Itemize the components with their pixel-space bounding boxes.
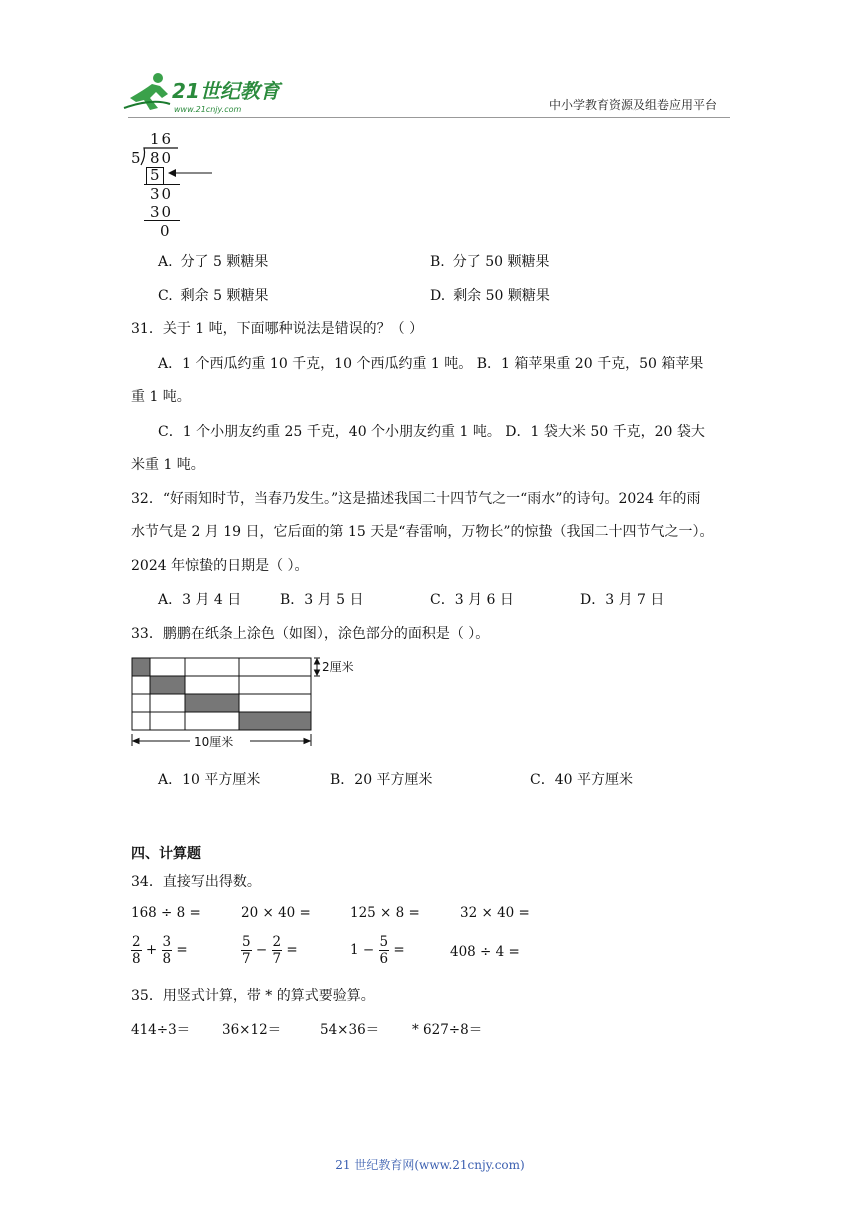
fraction-expression-2: $\frac{5}{7}$ − $\frac{2}{7}$ = (242, 934, 298, 967)
runner-icon (124, 73, 170, 110)
remainder: 0 (160, 222, 172, 240)
calc-item: 168 ÷ 8 = (131, 905, 201, 921)
boxed-digit: 5 (150, 166, 162, 184)
q30-option-d[interactable]: D. 剩余 50 颗糖果 (430, 288, 550, 304)
q32-line-2: 水节气是 2 月 19 日，它后面的第 15 天是“春雷响，万物长”的惊蛰（我国二十四节气之一）。 (131, 524, 714, 540)
q31-line-4: 米重 1 吨。 (131, 457, 205, 473)
header-divider (128, 117, 730, 118)
logo-url: www.21cnjy.com (174, 105, 242, 114)
divisor: 5 (131, 149, 143, 167)
q34-stem: 34．直接写出得数。 (131, 874, 261, 890)
dividend: 80 (150, 149, 174, 167)
shaded-cell-4 (239, 712, 311, 730)
fraction-expression-3: 1 − $\frac{5}{6}$ = (350, 934, 405, 967)
calc-item: 125 × 8 = (350, 905, 420, 921)
vertical-calc-item: 54×36＝ (320, 1022, 380, 1038)
height-dimension-icon (314, 658, 320, 676)
section-title: 四、计算题 (131, 846, 201, 862)
logo (122, 68, 292, 118)
footer-link[interactable]: 21 世纪教育网(www.21cnjy.com) (335, 1158, 525, 1172)
q31-stem: 31．关于 1 吨，下面哪种说法是错误的？（ ） (131, 321, 424, 337)
q30-option-b[interactable]: B. 分了 50 颗糖果 (430, 254, 550, 270)
step-1: 30 (150, 185, 174, 203)
q32-option-c[interactable]: C．3 月 6 日 (430, 592, 514, 608)
q32-option-b[interactable]: B．3 月 5 日 (280, 592, 364, 608)
q33-stem: 33．鹏鹏在纸条上涂色（如图），涂色部分的面积是（ ）。 (131, 626, 490, 642)
vertical-calc-item: * 627÷8＝ (412, 1022, 483, 1038)
left-arrow-icon (168, 168, 214, 178)
q31-line-1: A．1 个西瓜约重 10 千克，10 个西瓜约重 1 吨。 B．1 箱苹果重 20 千克，50 箱苹果 (158, 356, 704, 372)
q32-line-3: 2024 年惊蛰的日期是（ ）。 (131, 558, 309, 574)
width-label: 10厘米 (194, 735, 234, 749)
q33-option-c[interactable]: C．40 平方厘米 (530, 772, 633, 788)
calc-item: 32 × 40 = (460, 905, 530, 921)
vertical-calc-item: 36×12＝ (222, 1022, 282, 1038)
q32-option-a[interactable]: A．3 月 4 日 (158, 592, 242, 608)
logo-text: 21世纪教育 (172, 79, 280, 103)
shaded-cell-1 (132, 658, 150, 676)
q32-line-1: 32．“好雨知时节，当春乃发生。”这是描述我国二十四节气之一“雨水”的诗句。2024 年的雨 (131, 491, 701, 507)
shaded-cell-3 (185, 694, 239, 712)
q30-option-a[interactable]: A. 分了 5 颗糖果 (158, 254, 269, 270)
step-2: 30 (150, 203, 174, 221)
q33-option-a[interactable]: A．10 平方厘米 (158, 772, 261, 788)
q33-option-b[interactable]: B．20 平方厘米 (330, 772, 433, 788)
q31-line-3: C．1 个小朋友约重 25 千克，40 个小朋友约重 1 吨。 D．1 袋大米 50 千克，20 袋大 (158, 424, 705, 440)
shaded-cell-2 (150, 676, 185, 694)
calc-item: 408 ÷ 4 = (450, 944, 520, 960)
quotient: 16 (150, 130, 174, 148)
strip-diagram (128, 654, 368, 750)
height-label: 2厘米 (322, 660, 354, 674)
division-line-2 (144, 220, 180, 221)
q32-option-d[interactable]: D．3 月 7 日 (580, 592, 665, 608)
calc-item: 20 × 40 = (241, 905, 311, 921)
q30-option-c[interactable]: C. 剩余 5 颗糖果 (158, 288, 269, 304)
vertical-calc-item: 414÷3＝ (131, 1022, 191, 1038)
q35-stem: 35．用竖式计算，带 * 的算式要验算。 (131, 988, 375, 1004)
q31-line-2: 重 1 吨。 (131, 389, 191, 405)
platform-name: 中小学教育资源及组卷应用平台 (549, 98, 718, 112)
fraction-expression-1: $\frac{2}{8}$ + $\frac{3}{8}$ = (132, 934, 188, 967)
